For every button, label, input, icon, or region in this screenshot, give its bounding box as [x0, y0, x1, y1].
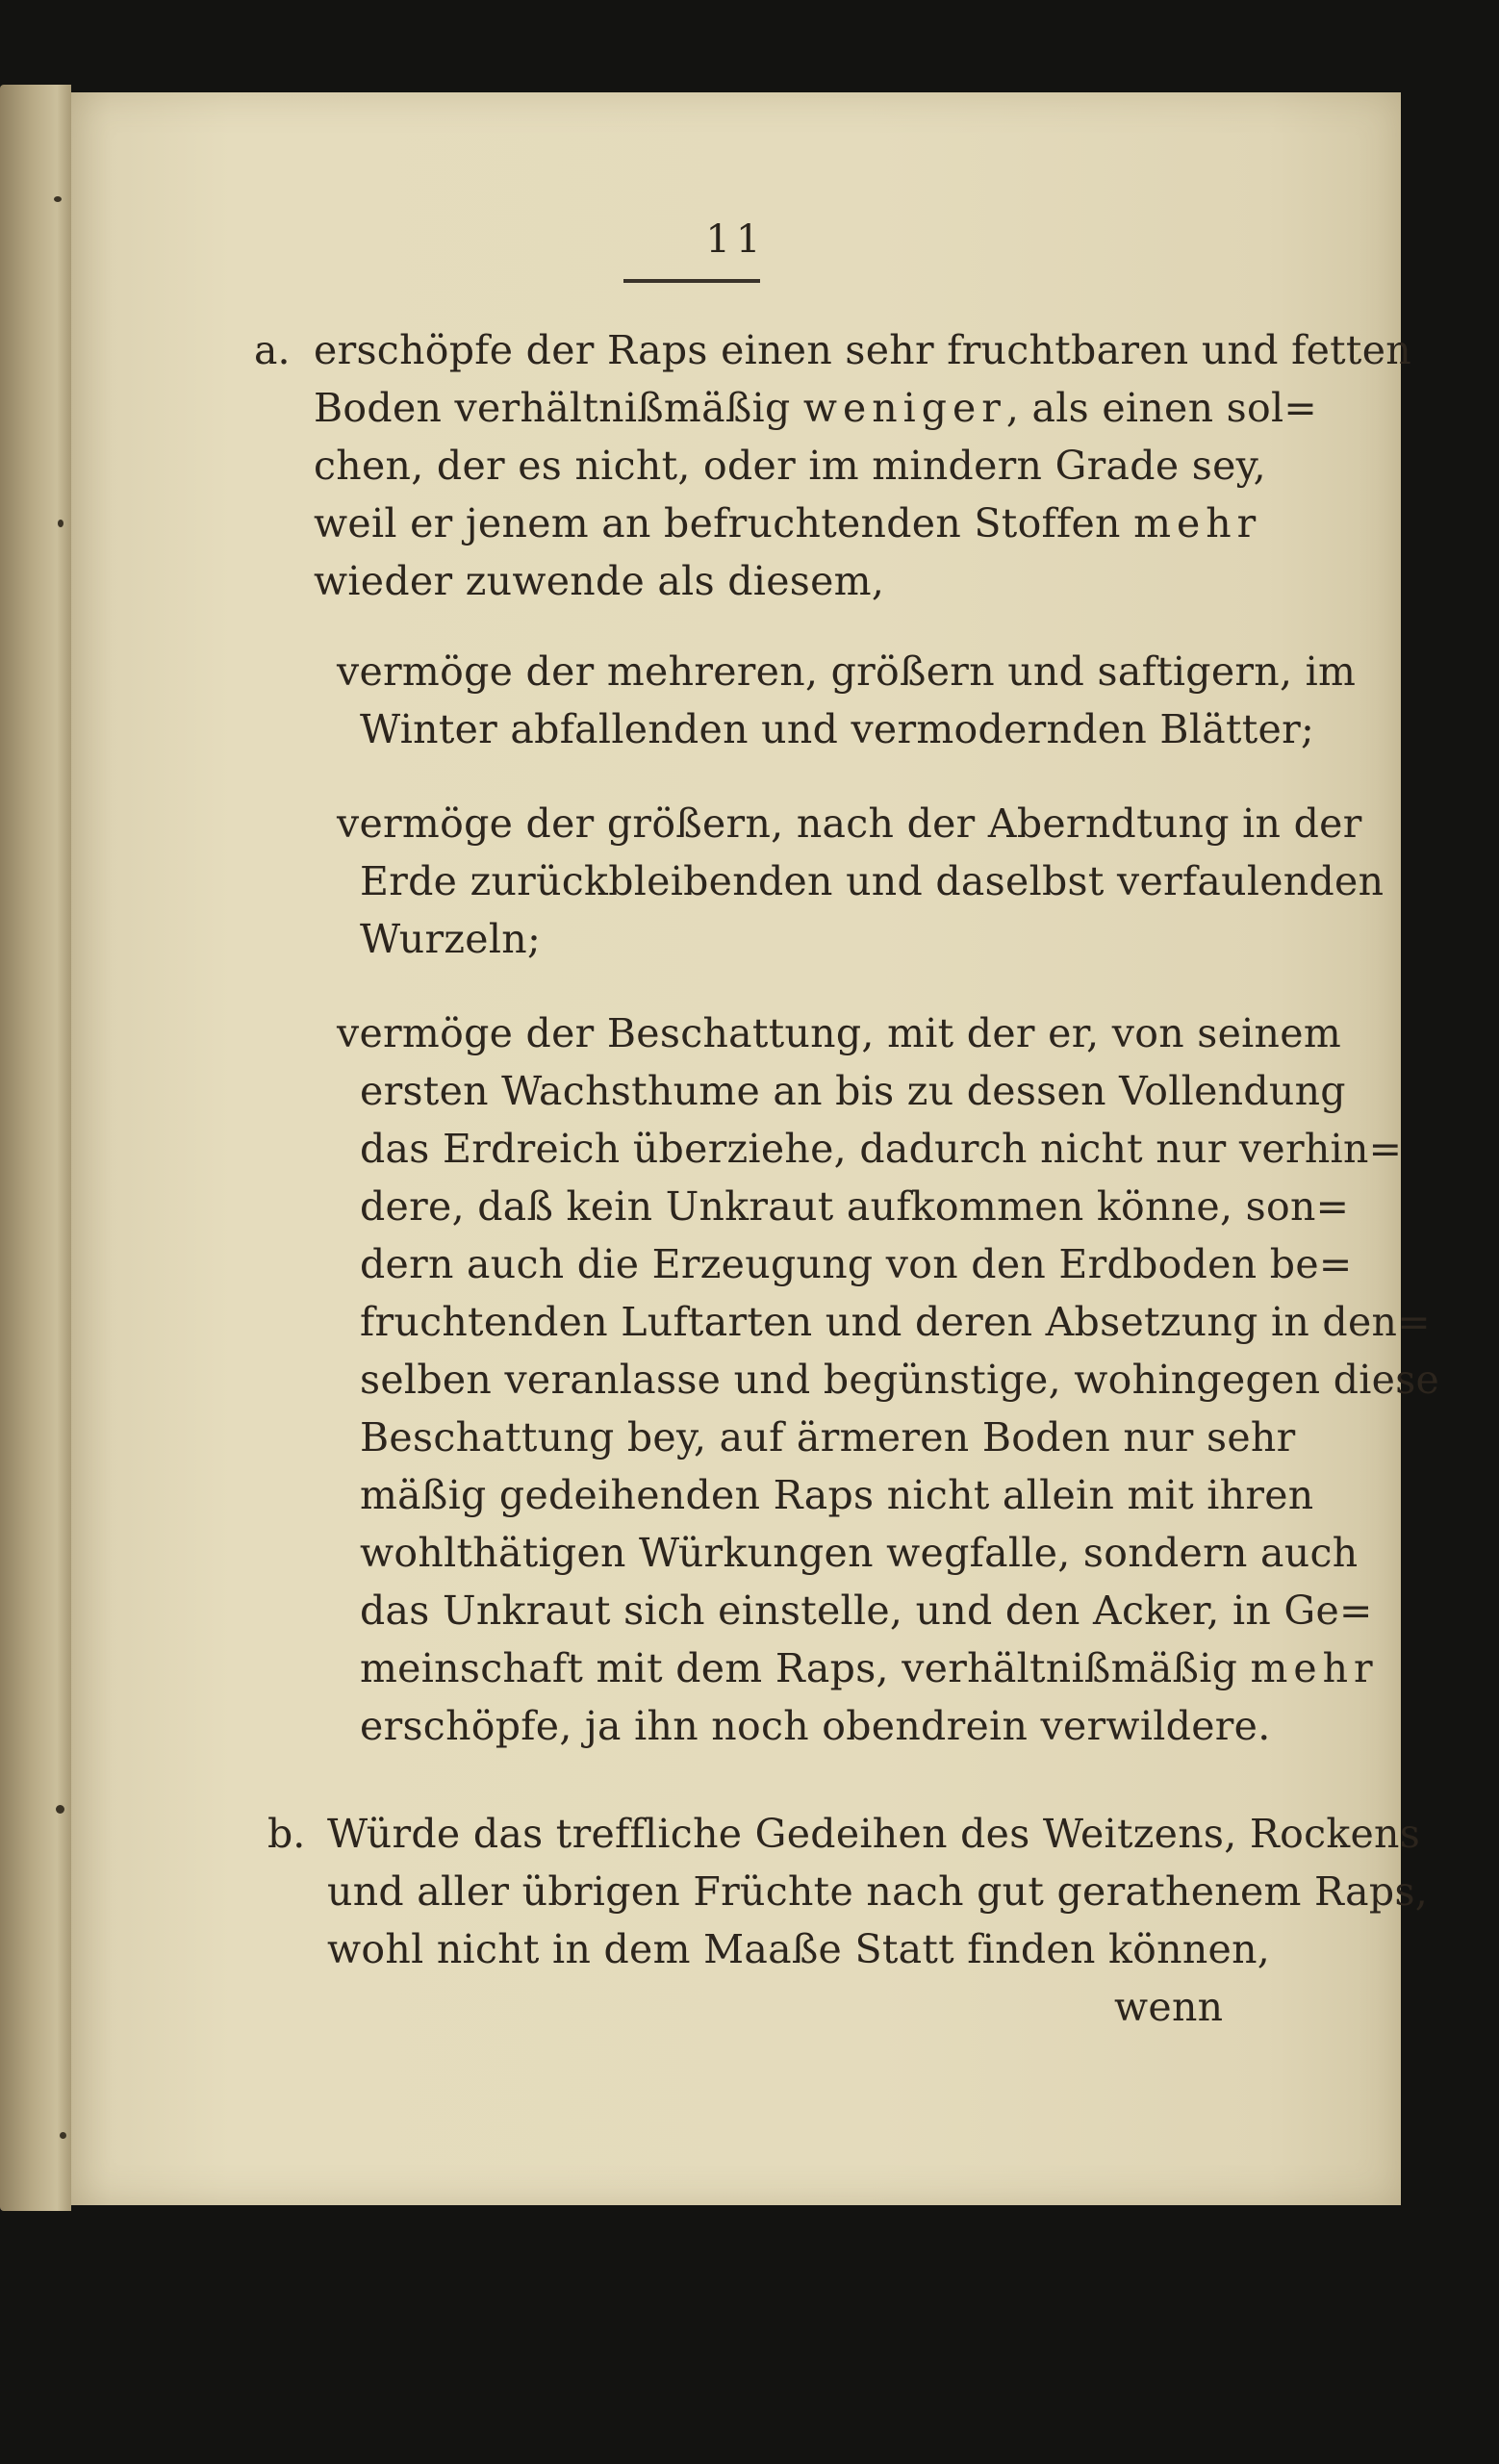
text-line: Würde das treffliche Gedeihen des Weitzens, Rockens	[327, 1811, 1421, 1857]
catchword: wenn	[1114, 1984, 1224, 2030]
book-page	[71, 92, 1440, 2205]
text-line: mäßig gedeihenden Raps nicht allein mit ihren	[360, 1472, 1314, 1518]
text-line: dern auch die Erzeugung von den Erdboden be=	[360, 1241, 1353, 1287]
text-line: erschöpfe der Raps einen sehr fruchtbaren und fetten	[314, 327, 1411, 373]
text-line: Erde zurückbleibenden und daselbst verfaulenden	[360, 858, 1385, 904]
paper-speck	[54, 196, 62, 202]
paper-speck	[58, 520, 64, 527]
text-line: Beschattung bey, auf ärmeren Boden nur sehr	[360, 1414, 1296, 1461]
paper-speck	[60, 2132, 66, 2139]
text-line: erschöpfe, ja ihn noch obendrein verwildere.	[360, 1703, 1271, 1749]
text-line: Winter abfallenden und vermodernden Blätter;	[360, 706, 1315, 752]
text-line: und aller übrigen Früchte nach gut gerathenem Raps,	[327, 1868, 1429, 1915]
section-b-marker: b.	[267, 1811, 306, 1857]
header-rule	[623, 279, 760, 283]
paper-speck	[56, 1805, 64, 1814]
text-line: Wurzeln;	[360, 916, 542, 962]
text-line: vermöge der Beschattung, mit der er, von seinem	[337, 1010, 1342, 1056]
previous-page-edge	[0, 85, 71, 2211]
text-line: meinschaft mit dem Raps, verhältnißmäßig mehr	[360, 1645, 1379, 1691]
text-line: wohl nicht in dem Maaße Statt finden können,	[327, 1926, 1271, 1972]
text-line: Boden verhältnißmäßig weniger, als einen sol=	[314, 385, 1318, 431]
text-line: vermöge der größern, nach der Aberndtung in der	[337, 800, 1362, 847]
text-line: fruchtenden Luftarten und deren Absetzung in den=	[360, 1299, 1431, 1345]
text-line: chen, der es nicht, oder im mindern Grade sey,	[314, 443, 1266, 489]
text-line: vermöge der mehreren, größern und saftigern, im	[337, 648, 1357, 695]
text-line: dere, daß kein Unkraut aufkommen könne, son=	[360, 1183, 1350, 1230]
text-line: das Unkraut sich einstelle, und den Acker, in Ge=	[360, 1588, 1373, 1634]
text-line: ersten Wachsthume an bis zu dessen Vollendung	[360, 1068, 1346, 1114]
text-line: wieder zuwende als diesem,	[314, 558, 885, 604]
text-line: weil er jenem an befruchtenden Stoffen mehr	[314, 500, 1262, 546]
text-line: das Erdreich überziehe, dadurch nicht nur verhin=	[360, 1126, 1403, 1172]
text-line: wohlthätigen Würkungen wegfalle, sondern auch	[360, 1530, 1359, 1576]
text-line: selben veranlasse und begünstige, wohingegen diese	[360, 1357, 1440, 1403]
section-a-marker: a.	[254, 327, 291, 373]
page-number: 11	[705, 217, 767, 262]
